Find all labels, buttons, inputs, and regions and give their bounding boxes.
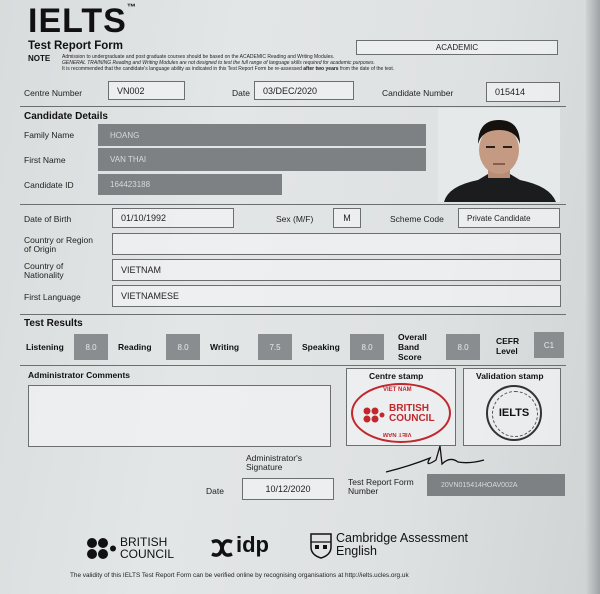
listening-label: Listening [26,342,64,352]
family-name-label: Family Name [24,130,75,140]
candidate-portrait-icon [438,108,560,202]
british-council-logo-icon [86,536,116,560]
cefr-label: CEFR Level [496,336,520,356]
ielts-validation-seal: IELTS [486,385,542,441]
candidate-id-field: 164423188 [98,174,282,195]
overall-score: 8.0 [446,334,480,360]
divider [20,106,566,107]
dob-field: 01/10/1992 [112,208,234,228]
centre-stamp-box [346,368,456,446]
dob-label: Date of Birth [24,214,72,224]
nationality-field: VIETNAM [112,259,561,281]
date-label: Date [232,88,250,98]
module-field: ACADEMIC [356,40,558,55]
country-region-field [112,233,561,255]
trf-number-field: 20VN015414HOAV002A [427,474,565,496]
paper-edge-shadow [586,0,600,594]
test-date-field: 03/DEC/2020 [254,81,354,100]
ielts-logo: IELTS™ [28,2,137,40]
validation-stamp-box [463,368,561,446]
centre-number-label: Centre Number [24,88,83,98]
trf-number-label: Test Report Form Number [348,477,414,496]
issue-date-label: Date [206,486,224,496]
sex-field: M [333,208,361,228]
centre-stamp-label: Centre stamp [369,371,424,381]
candidate-details-heading: Candidate Details [24,111,108,122]
candidate-id-label: Candidate ID [24,180,74,190]
overall-label: Overall Band Score [398,332,427,362]
scheme-code-label: Scheme Code [390,214,444,224]
validity-note: The validity of this IELTS Test Report Form can be verified online by recognising organisations at http://ielts.ucles.org.uk [70,572,409,579]
admin-comments-label: Administrator Comments [28,370,131,380]
first-language-label: First Language [24,292,81,302]
british-council-dots-icon [363,404,385,426]
first-name-label: First Name [24,155,66,165]
divider [20,365,566,366]
country-region-label: Country or Region of Origin [24,235,93,254]
administrator-signature [380,442,490,478]
reading-score: 8.0 [166,334,200,360]
listening-score: 8.0 [74,334,108,360]
validation-stamp-label: Validation stamp [476,371,544,381]
admin-comments-box [28,385,331,447]
speaking-score: 8.0 [350,334,384,360]
form-title: Test Report Form [28,40,123,52]
british-council-stamp: VIET NAM BRITISH COUNCIL VIET NAM [351,383,451,443]
signature-label: Administrator's Signature [246,453,302,472]
divider [20,204,566,205]
scheme-code-field: Private Candidate [458,208,560,228]
writing-score: 7.5 [258,334,292,360]
cambridge-assessment-logo: Cambridge Assessment English [336,531,469,558]
candidate-photo [438,108,560,202]
note-label: NOTE [28,54,51,63]
divider [20,314,566,315]
writing-label: Writing [210,342,240,352]
british-council-logo: BRITISH COUNCIL [120,535,175,561]
candidate-number-label: Candidate Number [382,88,454,98]
idp-logo-icon [210,538,234,558]
test-results-heading: Test Results [24,318,83,329]
first-language-field: VIETNAMESE [112,285,561,307]
reading-label: Reading [118,342,152,352]
centre-number-field: VN002 [108,81,185,100]
note-text: Admission to undergraduate and post graduate courses should be based on the ACADEMIC Reading and Writing Modules. GENERAL TRAINING Reading and Writing Modules are not designed to test the full range of language skills required for academic purposes. It is recommended that the candidate's language ability as indicated in this Test Report Form be re-assessed after two years from the date of the test. [62,54,395,72]
speaking-label: Speaking [302,342,340,352]
first-name-field: VAN THAI [98,148,426,171]
candidate-number-field: 015414 [486,82,560,102]
idp-logo: idp [236,532,269,557]
nationality-label: Country of Nationality [24,261,64,280]
issue-date-field: 10/12/2020 [242,478,334,500]
sex-label: Sex (M/F) [276,214,314,224]
cefr-level: C1 [534,332,564,358]
family-name-field: HOANG [98,124,426,146]
cambridge-shield-icon [310,533,332,559]
